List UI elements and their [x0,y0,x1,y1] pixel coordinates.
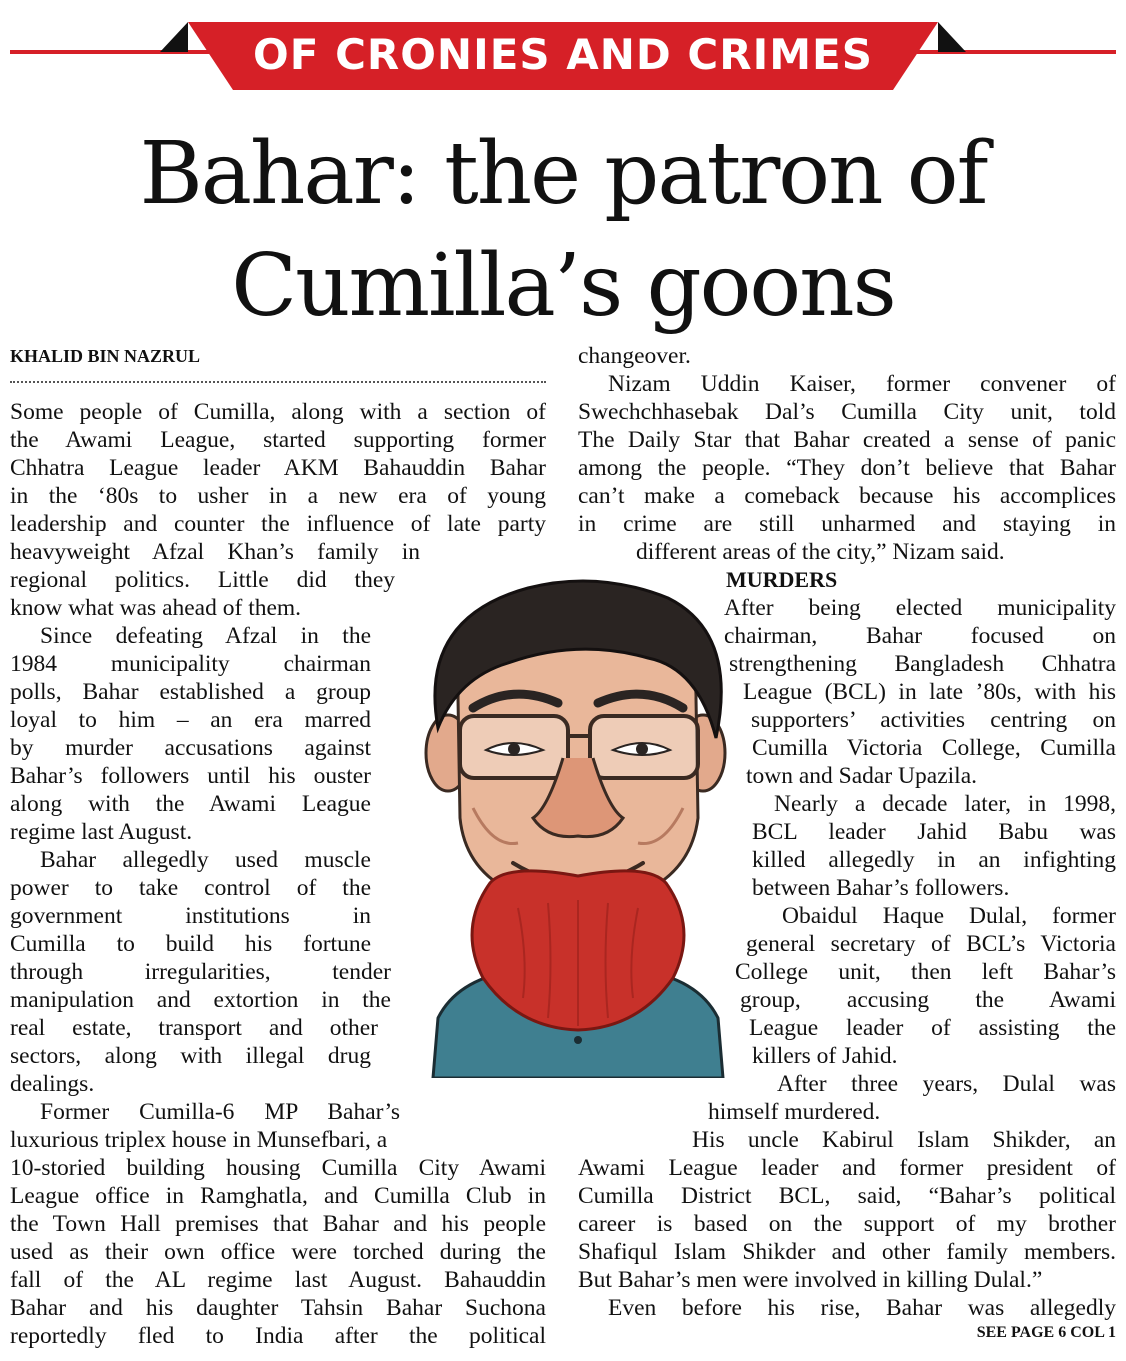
body-line: Shafiqul Islam Shikder and other family members. [578,1239,1116,1265]
body-line: dealings. [10,1071,95,1097]
body-line: His uncle Kabirul Islam Shikder, an [692,1127,1116,1153]
body-line: regional politics. Little did they [10,567,395,593]
body-line: 10-storied building housing Cumilla City Awami [10,1155,546,1181]
body-line: can’t make a comeback because his accomplices [578,483,1116,509]
body-line: Obaidul Haque Dulal, former [782,903,1116,929]
body-line: After being elected municipality [724,595,1116,621]
body-line: different areas of the city,” Nizam said. [636,539,1005,565]
body-line: Even before his rise, Bahar was allegedly [608,1295,1116,1321]
banner-ear-left [160,22,188,52]
body-line: Swechchhasebak Dal’s Cumilla City unit, told [578,399,1116,425]
body-line: But Bahar’s men were involved in killing Dulal.” [578,1267,1043,1293]
body-line: regime last August. [10,819,193,845]
headline-line-1: Bahar: the patron of [139,124,987,224]
body-line: through irregularities, tender [10,959,391,985]
body-line: by murder accusations against [10,735,371,761]
body-line: real estate, transport and other [10,1015,378,1041]
body-line: Bahar’s followers until his ouster [10,763,371,789]
body-line: between Bahar’s followers. [752,875,1010,901]
body-line: along with the Awami League [10,791,371,817]
body-line: used as their own office were torched during the [10,1239,546,1265]
body-line: manipulation and extortion in the [10,987,391,1013]
body-line: After three years, Dulal was [777,1071,1116,1097]
body-line: Former Cumilla-6 MP Bahar’s [40,1099,400,1125]
headline-line-2: Cumilla’s goons [231,236,895,336]
body-line: Chhatra League leader AKM Bahauddin Bahar [10,455,546,481]
body-line: group, accusing the Awami [740,987,1116,1013]
body-line: career is based on the support of my brother [578,1211,1116,1237]
body-line: killers of Jahid. [752,1043,898,1069]
body-line: the Town Hall premises that Bahar and his people [10,1211,546,1237]
body-line: College unit, then left Bahar’s [735,959,1116,985]
body-line: town and Sadar Upazila. [746,763,978,789]
body-line: the Awami League, started supporting former [10,427,546,453]
body-line: sectors, along with illegal drug [10,1043,371,1069]
body-line: 1984 municipality chairman [10,651,371,677]
vest-button [574,1036,582,1044]
body-line: Nearly a decade later, in 1998, [774,791,1116,817]
byline-divider [10,381,546,383]
body-line: heavyweight Afzal Khan’s family in [10,539,420,565]
body-line: polls, Bahar established a group [10,679,371,705]
body-line: Cumilla Victoria College, Cumilla [752,735,1116,761]
body-line: fall of the AL regime last August. Bahauddin [10,1267,546,1293]
jump-reference: SEE PAGE 6 COL 1 [976,1324,1116,1341]
body-line: supporters’ activities centring on [751,707,1116,733]
caricature-illustration [398,578,758,1078]
body-line: chairman, Bahar focused on [724,623,1116,649]
body-line: himself murdered. [708,1099,881,1125]
body-line: government institutions in [10,903,371,929]
body-line: loyal to him – an era marred [10,707,371,733]
body-line: Bahar and his daughter Tahsin Bahar Suchona [10,1295,546,1321]
body-line: BCL leader Jahid Babu was [752,819,1116,845]
body-line: changeover. [578,343,691,369]
body-line: Bahar allegedly used muscle [40,847,371,873]
body-line: among the people. “They don’t believe that Bahar [578,455,1116,481]
body-line: Cumilla to build his fortune [10,931,371,957]
body-line: leadership and counter the influence of late party [10,511,546,537]
body-line: strengthening Bangladesh Chhatra [729,651,1116,677]
body-line: League leader of assisting the [749,1015,1116,1041]
body-line: in the ‘80s to usher in a new era of young [10,483,546,509]
subheading-murders: MURDERS [726,567,838,592]
body-line: League (BCL) in late ’80s, with his [743,679,1116,705]
headline [30,118,1096,342]
body-line: in crime are still unharmed and staying in [578,511,1116,537]
body-line: Cumilla District BCL, said, “Bahar’s political [578,1183,1116,1209]
body-line: Some people of Cumilla, along with a section of [10,399,546,425]
body-line: killed allegedly in an infighting [752,847,1116,873]
body-line: know what was ahead of them. [10,595,302,621]
banner-ear-right [938,22,966,52]
body-line: reportedly fled to India after the political [10,1323,546,1349]
byline: KHALID BIN NAZRUL [10,346,201,366]
body-line: luxurious triplex house in Munsefbari, a [10,1127,388,1153]
body-line: League office in Ramghatla, and Cumilla Club in [10,1183,546,1209]
body-line: Since defeating Afzal in the [40,623,371,649]
body-line: power to take control of the [10,875,371,901]
body-line: general secretary of BCL’s Victoria [746,931,1116,957]
body-line: Awami League leader and former president of [578,1155,1116,1181]
body-line: The Daily Star that Bahar created a sense of panic [578,427,1116,453]
body-line: Nizam Uddin Kaiser, former convener of [608,371,1116,397]
kicker-label: OF CRONIES AND CRIMES [253,30,873,79]
